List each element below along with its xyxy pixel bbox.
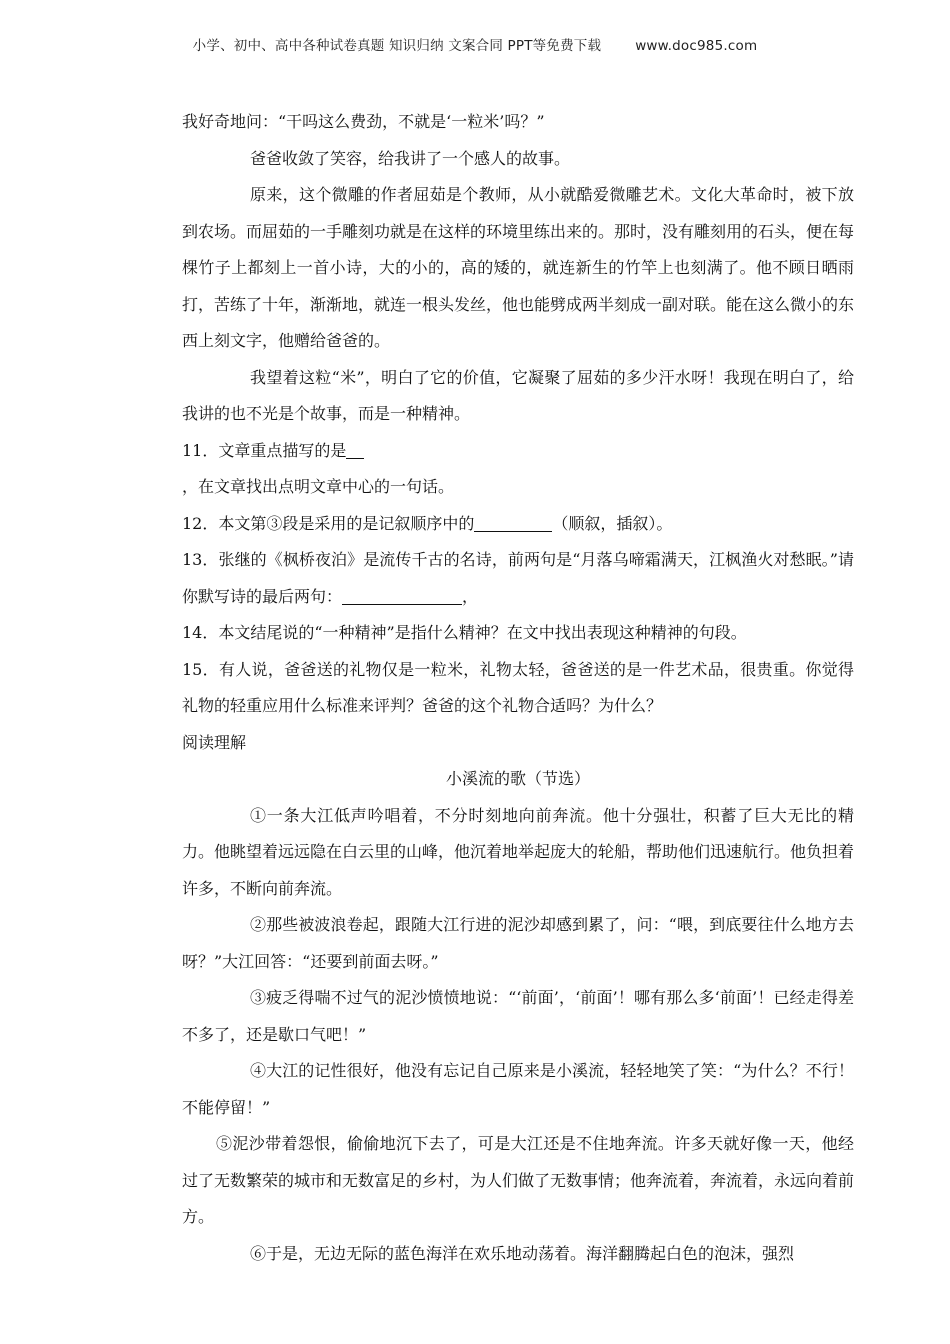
question-11-line2: ，在文章找出点明文章中心的一句话。: [182, 477, 455, 496]
section-label: 阅读理解: [182, 732, 247, 752]
answer-blank-12: [474, 513, 552, 532]
passage2-title: 小溪流的歌（节选）: [445, 769, 590, 788]
passage1-p2: 爸爸收敛了笑容，给我讲了一个感人的故事。: [250, 148, 571, 168]
page-header: [0, 34, 950, 54]
passage2-p6: ⑥于是，无边无际的蓝色海洋在欢乐地动荡着。海洋翻腾起白色的泡沫，强烈: [250, 1243, 795, 1263]
passage1-p4: 我望着这粒“米”，明白了它的价值，它凝聚了屈茹的多少汗水呀！我现在明白了，给我讲的也不光是个故事，而是一种精神。: [182, 367, 854, 423]
question-12-options: （顺叙，插叙）。: [552, 513, 673, 533]
passage1-p1: 我好奇地问：“干吗这么费劲，不就是‘一粒米’吗？”: [182, 112, 545, 131]
question-13: [182, 542, 854, 615]
question-15: 15．有人说，爸爸送的礼物仅是一粒米，礼物太轻，爸爸送的是一件艺术品，很贵重。你觉得礼物的轻重应用什么标准来评判？爸爸的这个礼物合适吗？为什么？: [182, 659, 854, 715]
question-11-line1: [182, 433, 854, 470]
question-14: 14．本文结尾说的“一种精神”是指什么精神？在文中找出表现这种精神的句段。: [182, 623, 747, 642]
passage2-p3: ③疲乏得喘不过气的泥沙愤愤地说：“‘前面’，‘前面’！哪有那么多‘前面’！已经走得差不多了，还是歇口气吧！”: [182, 988, 854, 1044]
answer-blank-13: [342, 586, 462, 605]
question-13-comma: ，: [462, 586, 479, 606]
passage2-p5: ⑤泥沙带着怨恨，偷偷地沉下去了，可是大江还是不住地奔流。许多天就好像一天，他经过了无数繁荣的城市和无数富足的乡村，为人们做了无数事情；他奔流着，奔流着，永远向着前方。: [182, 1134, 855, 1226]
passage2-p1: ①一条大江低声吟唱着，不分时刻地向前奔流。他十分强壮，积蓄了巨大无比的精力。他眺望着远远隐在白云里的山峰，他沉着地举起庞大的轮船，帮助他们迅速航行。他负担着许多，不断向前奔流。: [182, 805, 855, 898]
question-11-text: 11．文章重点描写的是: [182, 440, 347, 460]
document-body: [182, 104, 854, 1272]
passage1-p3: 原来，这个微雕的作者屈茹是个教师，从小就酷爱微雕艺术。文化大革命时，被下放到农场。而屈茹的一手雕刻功就是在这样的环境里练出来的。那时，没有雕刻用的石头，便在每棵竹子上都刻上一首小诗，大的小的，高的矮的，就连新生的竹竿上也刻满了。他不顾日晒雨打，苦练了十年，渐渐地，就连一根头发丝，他也能劈成两半刻成一副对联。能在这么微小的东西上刻文字，他赠给爸爸的。: [182, 185, 855, 350]
question-12-text: 12．本文第③段是采用的是记叙顺序中的: [182, 513, 475, 533]
answer-blank-11: [346, 440, 364, 459]
question-12: [182, 506, 854, 543]
question-13-text: 13．张继的《枫桥夜泊》是流传千古的名诗，前两句是“月落乌啼霜满天，江枫渔火对愁眠。”请你默写诗的最后两句：: [182, 550, 854, 606]
passage2-p2: ②那些被波浪卷起，跟随大江行进的泥沙却感到累了，问：“喂，到底要往什么地方去呀？”大江回答：“还要到前面去呀。”: [182, 915, 854, 971]
passage2-p4: ④大江的记性很好，他没有忘记自己原来是小溪流，轻轻地笑了笑：“为什么？不行！不能停留！”: [182, 1061, 854, 1117]
header-text: 小学、初中、高中各种试卷真题 知识归纳 文案合同 PPT等免费下载: [192, 38, 602, 54]
header-site: www.doc985.com: [635, 38, 758, 54]
